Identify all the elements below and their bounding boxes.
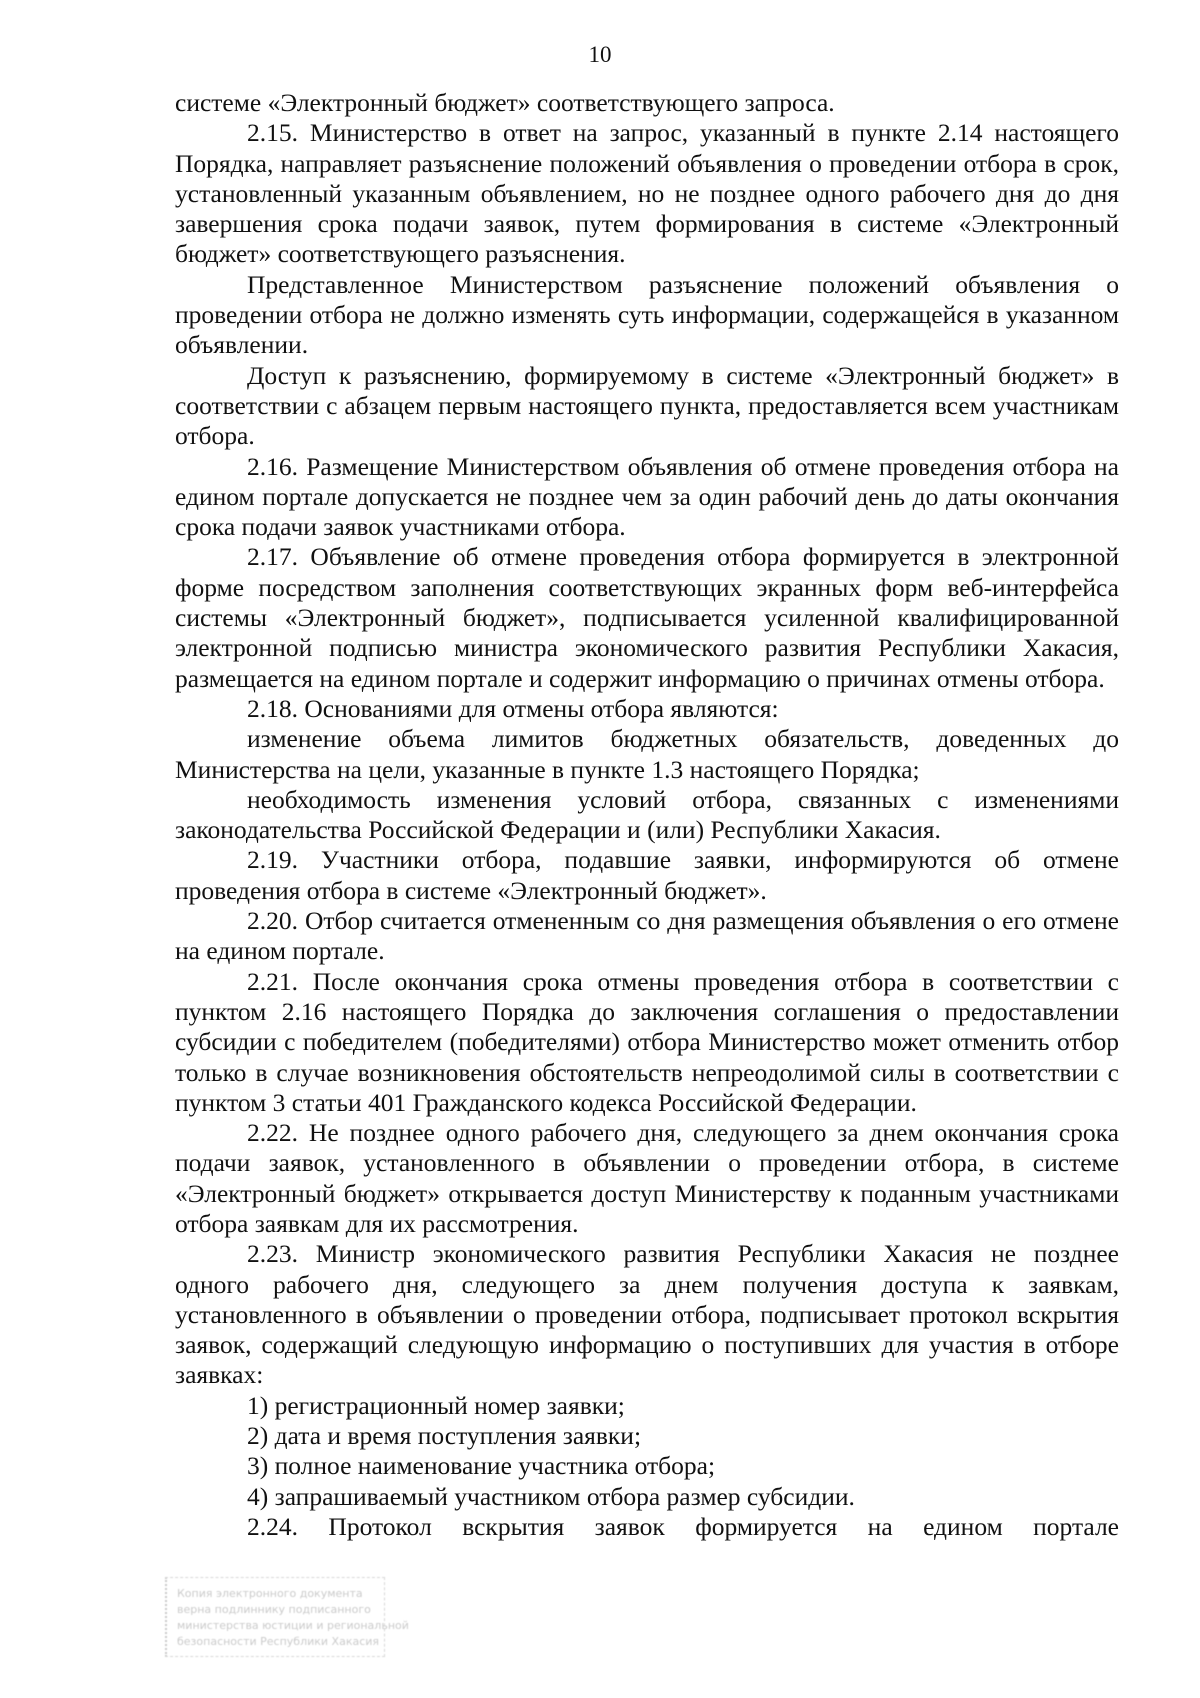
list-item-1: 1) регистрационный номер заявки; xyxy=(247,1390,625,1420)
stamp-line: верна подлиннику подписанного xyxy=(177,1603,371,1616)
paragraph-2-19: 2.19. Участники отбора, подавшие заявки, информируются об отмене проведения отбора в системе «Электронный бюджет». xyxy=(175,845,1119,905)
paragraph-clarification-access: Доступ к разъяснению, формируемому в системе «Электронный бюджет» в соответствии с абзацем первым настоящего пункта, предоставляется всем участникам отбора. xyxy=(175,360,1119,451)
paragraph-continuation: системе «Электронный бюджет» соответствующего запроса. xyxy=(175,88,835,117)
paragraph-2-17: 2.17. Объявление об отмене проведения отбора формируется в электронной форме посредством заполнения соответствующих экранных форм веб-интерфейса системы «Электронный бюджет», подписывается усиленной квалифицированной электронной подписью министра экономического развития Республики Хакасия, размещается на едином портале и содержит информацию о причинах отмены отбора. xyxy=(175,542,1119,693)
document-body xyxy=(175,88,1119,1542)
paragraph-ground-legislation: необходимость изменения условий отбора, связанных с изменениями законодательства Российской Федерации и (или) Республики Хакасия. xyxy=(175,784,1119,845)
stamp-line: Копия электронного документа xyxy=(177,1587,363,1600)
paragraph-clarification-content: Представленное Министерством разъяснение положений объявления о проведении отбора не должно изменять суть информации, содержащейся в указанном объявлении. xyxy=(175,269,1119,360)
list-item-4: 4) запрашиваемый участником отбора размер субсидии. xyxy=(247,1481,855,1511)
paragraph-2-20: 2.20. Отбор считается отмененным со дня размещения объявления о его отмене на едином портале. xyxy=(175,906,1119,966)
page-number: 10 xyxy=(588,42,612,67)
paragraph-2-18: 2.18. Основаниями для отмены отбора являются: xyxy=(247,693,779,723)
paragraph-2-21: 2.21. После окончания срока отмены проведения отбора в соответствии с пунктом 2.16 настоящего Порядка до заключения соглашения о предоставлении субсидии с победителем (победителями) отбора Министерство может отменить отбор только в случае возникновения обстоятельств непреодолимой силы в соответствии с пунктом 3 статьи 401 Гражданского кодекса Российской Федерации. xyxy=(175,966,1119,1117)
paragraph-2-24: 2.24. Протокол вскрытия заявок формируется на едином портале xyxy=(247,1511,1119,1541)
stamp-line: безопасности Республики Хакасия xyxy=(177,1635,380,1648)
stamp-line: министерства юстиции и региональной xyxy=(177,1619,409,1632)
paragraph-2-22: 2.22. Не позднее одного рабочего дня, следующего за днем окончания срока подачи заявок, установленного в объявлении о проведении отбора, в системе «Электронный бюджет» открывается доступ Министерству к поданным участниками отбора заявкам для их рассмотрения. xyxy=(175,1118,1119,1238)
faded-stamp xyxy=(165,1577,409,1657)
paragraph-ground-limits: изменение объема лимитов бюджетных обязательств, доведенных до Министерства на цели, указанные в пункте 1.3 настоящего Порядка; xyxy=(175,724,1119,784)
paragraph-2-23: 2.23. Министр экономического развития Республики Хакасия не позднее одного рабочего дня, следующего за днем получения доступа к заявкам, установленного в объявлении о проведении отбора, подписывает протокол вскрытия заявок, содержащий следующую информацию о поступивших для участия в отборе заявках: xyxy=(175,1239,1119,1390)
list-item-2: 2) дата и время поступления заявки; xyxy=(247,1421,642,1451)
paragraph-2-15: 2.15. Министерство в ответ на запрос, указанный в пункте 2.14 настоящего Порядка, направляет разъяснение положений объявления о проведении отбора в срок, установленный указанным объявлением, но не позднее одного рабочего дня до дня завершения срока подачи заявок, путем формирования в системе «Электронный бюджет» соответствующего разъяснения. xyxy=(175,118,1119,269)
paragraph-2-16: 2.16. Размещение Министерством объявления об отмене проведения отбора на едином портале допускается не позднее чем за один рабочий день до даты окончания срока подачи заявок участниками отбора. xyxy=(175,451,1119,542)
list-item-3: 3) полное наименование участника отбора; xyxy=(247,1451,716,1481)
